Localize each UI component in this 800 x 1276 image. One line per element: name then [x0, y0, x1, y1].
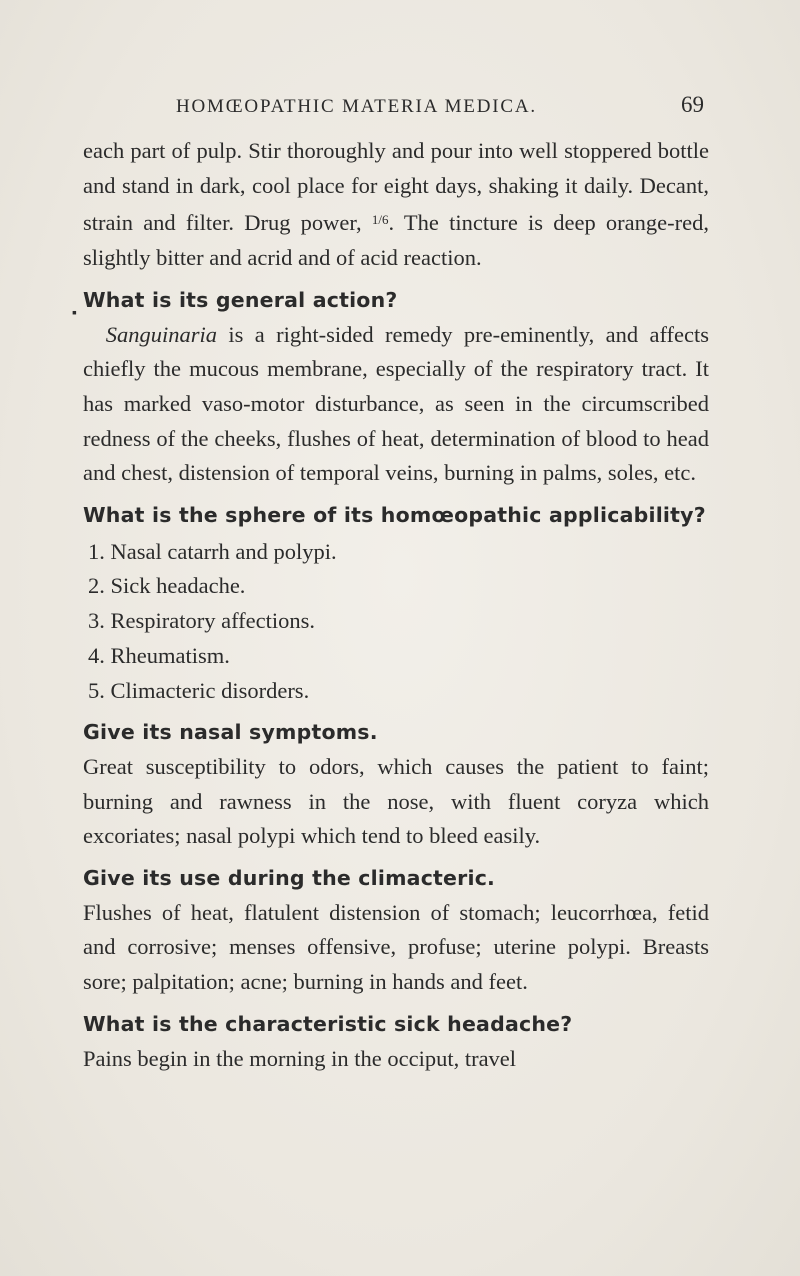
sphere-list [83, 535, 709, 709]
list-item: 5. Climacteric disorders. [88, 677, 310, 703]
margin-mark: ▪ [72, 306, 77, 321]
list-item: 2. Sick headache. [88, 573, 246, 599]
intro-text-a: each part of pulp. Stir thoroughly and pour into well stoppered bottle and stand in dark, cool place for eight days, shaking it daily. Decant, strain and filter. Drug power, [83, 138, 709, 236]
answer-climacteric: Flushes of heat, flatulent distension of stomach; leucorrhœa, fetid and corrosive; menses offensive, profuse; uterine polypi. Breasts sore; palpitation; acne; burning in hands and feet. [83, 899, 709, 995]
question-sphere: What is the sphere of its homœopathic applicability? [83, 503, 706, 528]
question-headache: What is the characteristic sick headache? [83, 1011, 573, 1036]
running-head [176, 92, 704, 118]
question-general-action: What is its general action? [83, 287, 398, 312]
answer-nasal: Great susceptibility to odors, which causes the patient to faint; burning and rawness in the nose, with fluent coryza which excoriates; nasal polypi which tend to bleed easily. [83, 753, 709, 849]
intro-paragraph [83, 134, 709, 276]
intro-text-b: . The tincture is deep orange-red, slightly bitter and acrid and of acid reaction. [83, 210, 709, 271]
answer-headache: Pains begin in the morning in the occiput, travel [83, 1045, 517, 1071]
question-climacteric: Give its use during the climacteric. [83, 866, 496, 891]
page-number: 69 [681, 92, 704, 117]
remedy-name: Sanguinaria [105, 321, 218, 347]
list-item: 3. Respiratory affections. [88, 608, 316, 634]
list-item: 4. Rheumatism. [88, 642, 230, 668]
list-item: 1. Nasal catarrh and polypi. [88, 538, 337, 564]
intro-fraction: 1/6 [371, 212, 389, 228]
answer-general-action [83, 318, 709, 492]
page-body [83, 134, 709, 1076]
general-action-text: is a right-sided remedy pre-eminently, and affects chiefly the mucous membrane, especially of the respiratory tract. It has marked vaso-motor disturbance, as seen in the circumscribed redness of the cheeks, flushes of heat, determination of blood to head and chest, distension of temporal veins, burning in palms, soles, etc. [83, 321, 710, 486]
running-head-title: HOMŒOPATHIC MATERIA MEDICA. [176, 96, 537, 117]
question-nasal: Give its nasal symptoms. [83, 720, 378, 745]
